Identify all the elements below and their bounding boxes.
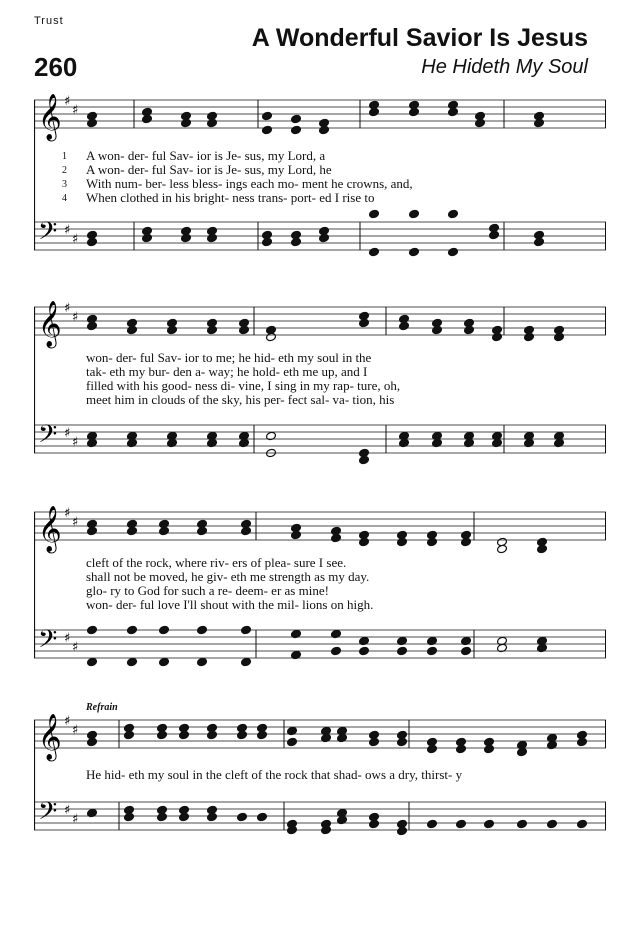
lyric-line: When clothed in his bright- ness trans- port- ed I rise to <box>86 190 375 205</box>
notehead <box>369 247 380 257</box>
notehead <box>537 544 548 554</box>
lyric-line: won- der- ful love I'll shout with the mil- lions on high. <box>86 597 374 612</box>
lyric-line: With num- ber- less bless- ings each mo- ment he crowns, and, <box>86 176 413 191</box>
notehead <box>197 625 208 635</box>
music-system-4 <box>34 700 606 850</box>
notehead <box>181 233 192 243</box>
notehead <box>397 826 408 836</box>
notehead <box>409 100 420 110</box>
lyric-line: shall not be moved, he giv- eth me strength as my day. <box>86 569 370 584</box>
notehead <box>291 125 302 135</box>
notehead <box>197 657 208 667</box>
sharp-icon: ♯ <box>72 435 79 450</box>
notehead <box>369 737 380 747</box>
notehead <box>207 325 218 335</box>
notehead <box>492 332 503 342</box>
verse-number: 4 <box>62 193 67 204</box>
notehead <box>359 311 370 321</box>
notehead <box>241 526 252 536</box>
notehead <box>475 118 486 128</box>
notehead <box>87 526 98 536</box>
treble-clef-icon: 𝄞 <box>38 506 62 552</box>
notehead <box>87 730 98 740</box>
notehead <box>291 530 302 540</box>
notehead <box>448 247 459 257</box>
notehead <box>167 325 178 335</box>
notehead <box>369 819 380 829</box>
bass-clef-icon: 𝄢 <box>38 217 58 252</box>
notehead <box>497 544 508 554</box>
lyric-line: filled with his good- ness di- vine, I sing in my rap- ture, oh, <box>86 378 401 393</box>
notehead <box>577 819 588 829</box>
notehead <box>456 819 467 829</box>
sharp-icon: ♯ <box>64 714 71 729</box>
notehead <box>237 730 248 740</box>
notehead <box>257 730 268 740</box>
notehead <box>262 237 273 247</box>
notehead <box>241 625 252 635</box>
notehead <box>241 657 252 667</box>
notehead <box>464 325 475 335</box>
notehead <box>432 325 443 335</box>
notehead <box>484 819 495 829</box>
notehead <box>266 332 277 342</box>
lyric-line: A won- der- ful Sav- ior is Je- sus, my Lord, a <box>86 148 326 163</box>
refrain-label: Refrain <box>86 702 118 713</box>
notehead <box>262 125 273 135</box>
lyric-line: glo- ry to God for such a re- deem- er as mine! <box>86 583 329 598</box>
tune-name: He Hideth My Soul <box>421 56 588 78</box>
notehead <box>319 233 330 243</box>
notehead <box>127 625 138 635</box>
notehead <box>257 812 268 822</box>
notehead <box>554 332 565 342</box>
notehead <box>461 646 472 656</box>
notehead <box>427 744 438 754</box>
notehead <box>534 237 545 247</box>
verse-number: 3 <box>62 179 67 190</box>
hymn-number: 260 <box>34 52 78 82</box>
notehead <box>399 321 410 331</box>
notehead <box>448 209 459 219</box>
notehead <box>359 646 370 656</box>
notehead <box>489 230 500 240</box>
sharp-icon: ♯ <box>64 223 71 238</box>
notehead <box>159 526 170 536</box>
notehead <box>287 737 298 747</box>
bass-clef-icon: 𝄢 <box>38 625 58 660</box>
notehead <box>127 526 138 536</box>
notehead <box>369 209 380 219</box>
lyric-line: A won- der- ful Sav- ior is Je- sus, my Lord, he <box>86 162 332 177</box>
notehead <box>124 812 135 822</box>
music-system-1 <box>34 90 606 275</box>
notehead <box>359 537 370 547</box>
notehead <box>517 819 528 829</box>
notehead <box>331 533 342 543</box>
notehead <box>397 737 408 747</box>
notehead <box>484 744 495 754</box>
notehead <box>157 812 168 822</box>
notehead <box>207 730 218 740</box>
notehead <box>409 247 420 257</box>
notehead <box>331 646 342 656</box>
notehead <box>427 537 438 547</box>
notehead <box>127 657 138 667</box>
notehead <box>239 325 250 335</box>
sharp-icon: ♯ <box>64 803 71 818</box>
notehead <box>207 233 218 243</box>
notehead <box>87 625 98 635</box>
notehead <box>179 812 190 822</box>
sharp-icon: ♯ <box>64 426 71 441</box>
notehead <box>397 646 408 656</box>
notehead <box>319 125 330 135</box>
treble-clef-icon: 𝄞 <box>38 94 62 140</box>
notehead <box>369 100 380 110</box>
notehead <box>524 332 535 342</box>
music-system-2 <box>34 295 606 485</box>
notehead <box>87 657 98 667</box>
notehead <box>291 114 302 124</box>
notehead <box>197 526 208 536</box>
notehead <box>124 730 135 740</box>
lyric-line: cleft of the rock, where riv- ers of plea- sure I see. <box>86 555 347 570</box>
sharp-icon: ♯ <box>72 723 79 738</box>
notehead <box>409 209 420 219</box>
notehead <box>427 819 438 829</box>
notehead <box>448 100 459 110</box>
notehead <box>517 747 528 757</box>
lyric-line: meet him in clouds of the sky, his per- fect sal- va- tion, his <box>86 392 395 407</box>
verse-number: 1 <box>62 151 67 162</box>
notehead <box>456 744 467 754</box>
notehead <box>159 625 170 635</box>
bass-clef-icon: 𝄢 <box>38 797 58 832</box>
notehead <box>142 233 153 243</box>
section-label: Trust <box>34 15 64 27</box>
notehead <box>159 657 170 667</box>
lyric-line: tak- eth my bur- den a- way; he hold- eth me up, and I <box>86 364 368 379</box>
notehead <box>427 646 438 656</box>
verse-number: 2 <box>62 165 67 176</box>
notehead <box>207 118 218 128</box>
music-system-3 <box>34 500 606 685</box>
sharp-icon: ♯ <box>64 631 71 646</box>
notehead <box>397 537 408 547</box>
notehead <box>127 325 138 335</box>
sharp-icon: ♯ <box>72 640 79 655</box>
sharp-icon: ♯ <box>64 94 71 109</box>
notehead <box>359 455 370 465</box>
notehead <box>87 118 98 128</box>
sharp-icon: ♯ <box>64 301 71 316</box>
notehead <box>461 537 472 547</box>
notehead <box>181 118 192 128</box>
hymn-title: A Wonderful Savior Is Jesus <box>251 24 588 52</box>
lyric-line: won- der- ful Sav- ior to me; he hid- eth my soul in the <box>86 350 372 365</box>
notehead <box>547 819 558 829</box>
sharp-icon: ♯ <box>72 515 79 530</box>
notehead <box>291 237 302 247</box>
notehead <box>142 114 153 124</box>
notehead <box>237 812 248 822</box>
sharp-icon: ♯ <box>64 506 71 521</box>
notehead <box>179 730 190 740</box>
notehead <box>534 118 545 128</box>
treble-clef-icon: 𝄞 <box>38 714 62 760</box>
sharp-icon: ♯ <box>72 103 79 118</box>
sharp-icon: ♯ <box>72 232 79 247</box>
notehead <box>87 237 98 247</box>
notehead <box>87 321 98 331</box>
notehead <box>157 730 168 740</box>
notehead <box>577 737 588 747</box>
notehead <box>207 812 218 822</box>
bass-clef-icon: 𝄢 <box>38 420 58 455</box>
notehead <box>262 111 273 121</box>
lyric-line: He hid- eth my soul in the cleft of the rock that shad- ows a dry, thirst- y <box>86 767 463 782</box>
sharp-icon: ♯ <box>72 812 79 827</box>
sharp-icon: ♯ <box>72 310 79 325</box>
treble-clef-icon: 𝄞 <box>38 301 62 347</box>
